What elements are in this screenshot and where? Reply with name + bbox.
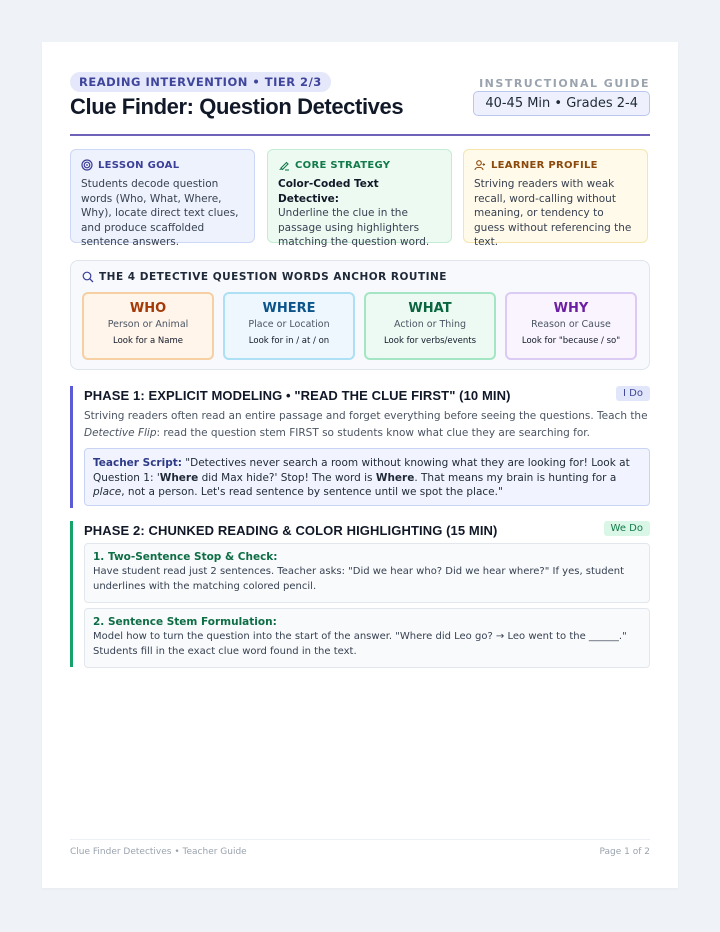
step-2-body: Model how to turn the question into the start of the answer. "Where did Leo go? → Leo went to the ______." Students fill in the exact clue word found in the text. [93, 631, 627, 657]
page-title: Clue Finder: Question Detectives [70, 94, 404, 119]
core-strategy-title: CORE STRATEGY [295, 159, 391, 171]
duration-badge: 40-45 Min • Grades 2-4 [473, 91, 650, 116]
lesson-goal-title: LESSON GOAL [98, 159, 180, 171]
page-header [70, 72, 650, 136]
phase-1-accent-bar [70, 386, 73, 508]
core-strategy-card [267, 149, 452, 248]
phase-1-description: Striving readers often read an entire passage and forget everything before seeing the questions. Teach the Detective Flip: read the question stem FIRST so students know what clue they are searching for. [84, 410, 648, 439]
phase-1-tag: I Do [616, 386, 650, 401]
learner-profile-text: Striving readers with weak recall, word-calling without meaning, or tendency to guess without referencing the text. [474, 178, 632, 248]
anchor-routine-panel [70, 260, 650, 370]
core-strategy-bold: Color-Coded Text Detective: [278, 178, 379, 205]
lesson-goal-text: Students decode question words (Who, What, Where, Why), locate direct text clues, and produce scaffolded sentence answers. [81, 178, 239, 248]
phase-1-section [70, 386, 650, 508]
document-page [42, 42, 678, 888]
step-1-body: Have student read just 2 sentences. Teacher asks: "Did we hear who? Did we hear where?" If yes, student underlines with the matching colored pencil. [93, 566, 625, 592]
question-word-who: WHO Person or Animal Look for a Name [82, 292, 214, 360]
step-2-title: 2. Sentence Stem Formulation: [93, 616, 277, 628]
phase-2-title: PHASE 2: CHUNKED READING & COLOR HIGHLIGHTING (15 MIN) [84, 523, 498, 538]
step-2-box [84, 608, 650, 668]
learner-profile-card [463, 149, 648, 248]
question-word-what: WHAT Action or Thing Look for verbs/events [364, 292, 496, 360]
user-icon [474, 159, 486, 171]
info-cards [70, 149, 650, 248]
question-word-where: WHERE Place or Location Look for in / at / on [223, 292, 355, 360]
guide-label: INSTRUCTIONAL GUIDE [479, 77, 650, 90]
step-1-box [84, 543, 650, 603]
search-icon [82, 271, 94, 283]
phase-2-section [70, 521, 650, 667]
page-content [70, 72, 650, 657]
core-strategy-text: Color-Coded Text Detective: Underline the clue in the passage using highlighters matching the question word. [278, 178, 430, 248]
routine-title: THE 4 DETECTIVE QUESTION WORDS ANCHOR ROUTINE [99, 271, 447, 283]
phase-2-accent-bar [70, 521, 73, 667]
target-icon [81, 159, 93, 171]
page-footer [70, 839, 650, 857]
step-1-title: 1. Two-Sentence Stop & Check: [93, 551, 278, 563]
highlighter-icon [278, 159, 290, 171]
question-word-why: WHY Reason or Cause Look for "because / so" [505, 292, 637, 360]
footer-left-text: Clue Finder Detectives • Teacher Guide [70, 847, 247, 857]
lesson-goal-card [70, 149, 255, 248]
teacher-script-box: Teacher Script: "Detectives never search a room without knowing what they are looking for! Look at Question 1: 'Where did Max hide?' Stop! The word is Where. That means my brain is hunting for a place, not a person. Let's read sentence by sentence until we spot the place." [84, 448, 650, 506]
tier-badge: READING INTERVENTION • TIER 2/3 [70, 72, 331, 92]
phase-2-tag: We Do [604, 521, 650, 536]
phase-1-title: PHASE 1: EXPLICIT MODELING • "READ THE CLUE FIRST" (10 MIN) [84, 388, 511, 403]
learner-profile-title: LEARNER PROFILE [491, 159, 598, 171]
page-number: Page 1 of 2 [599, 847, 650, 857]
